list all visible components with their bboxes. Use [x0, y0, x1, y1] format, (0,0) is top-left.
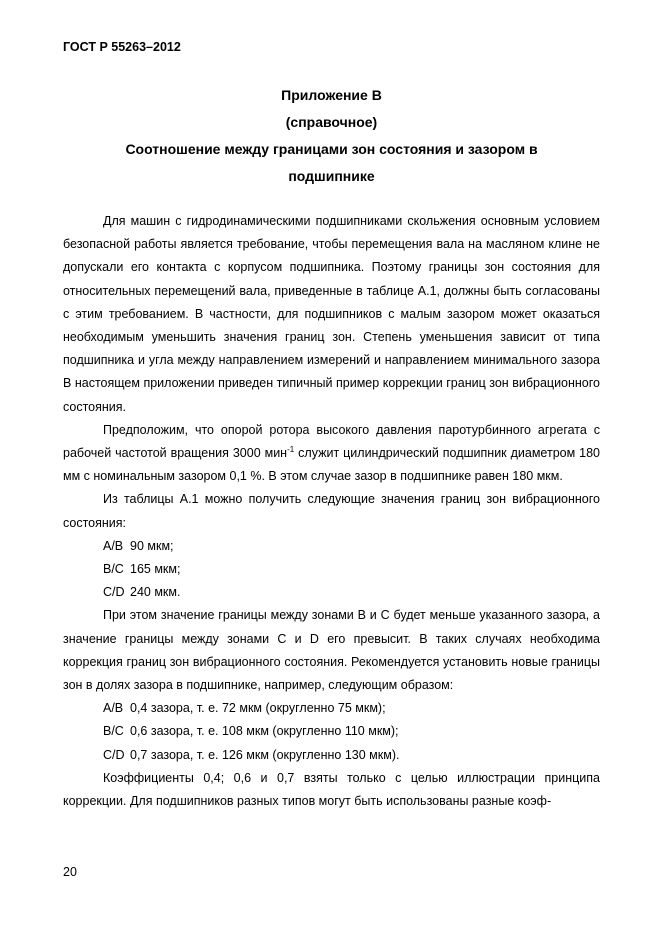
paragraph-5: Коэффициенты 0,4; 0,6 и 0,7 взяты только с целью иллюстрации принципа коррекции. Для подшипников разных типов могут быть использованы разные коэф- — [63, 770, 600, 809]
zone-label: B/C — [103, 562, 124, 577]
zone-value: 0,6 зазора, т. е. 108 мкм (округленно 110 мкм); — [130, 724, 399, 739]
appendix-type: (справочное) — [285, 114, 378, 130]
appendix-title: Приложение В — [281, 87, 382, 103]
zone-value: 0,4 зазора, т. е. 72 мкм (округленно 75 мкм); — [130, 701, 386, 716]
list-item — [63, 535, 600, 558]
zone-label: A/B — [103, 538, 124, 553]
paragraph-2 — [63, 419, 600, 489]
page-number: 20 — [63, 865, 77, 879]
superscript-minus-one: -1 — [287, 444, 295, 454]
appendix-heading-line2: подшипнике — [288, 168, 375, 184]
appendix-heading-line1: Соотношение между границами зон состояния и зазором в — [125, 141, 538, 157]
paragraph-3: Из таблицы А.1 можно получить следующие значения границ зон вибрационного состояния: — [63, 492, 600, 530]
zone-label: C/D — [103, 585, 125, 600]
body-text — [63, 210, 600, 813]
list-item — [63, 558, 600, 581]
zone-label: A/B — [103, 701, 124, 716]
paragraph-4: При этом значение границы между зонами B и C будет меньше указанного зазора, а значение границы между зонами C и D его превысит. В таких случаях необходима коррекция границ зон вибрационного состояния. Рекомендуется установить новые границы зон в долях зазора в подшипнике, например, следующим образом: — [63, 608, 600, 693]
zone-value: 240 мкм. — [130, 585, 181, 600]
zone-value: 165 мкм; — [130, 562, 181, 577]
zone-value: 90 мкм; — [130, 538, 174, 553]
paragraph-1: Для машин с гидродинамическими подшипниками скольжения основным условием безопасной работы является требование, чтобы перемещения вала на масляном клине не допускали его контакта с корпусом подшипника. Поэтому границы зон состояния для относительных перемещений вала, приведенные в таблице А.1, должны быть согласованы с этим требованием. В частности, для подшипников с малым зазором может оказаться необходимым уменьшить значения границ зон. Степень уменьшения зависит от типа подшипника и угла между направлением измерений и направлением минимального зазора В настоящем приложении приведен типичный пример коррекции границ зон вибрационного состояния. — [63, 214, 600, 414]
list-item — [63, 697, 600, 720]
paragraph-2-part2: служит цилиндрический подшипник диаметром 180 мм с номинальным зазором 0,1 %. В этом случае зазор в подшипнике равен 180 мкм. — [63, 446, 600, 484]
list-item — [63, 581, 600, 604]
zone-label: C/D — [103, 747, 125, 762]
zone-value: 0,7 зазора, т. е. 126 мкм (округленно 130 мкм). — [130, 747, 400, 762]
document-code: ГОСТ Р 55263–2012 — [63, 40, 181, 54]
paragraph-2-part1: Предположим, что опорой ротора высокого давления паротурбинного агрегата с рабочей частотой вращения 3000 мин — [63, 422, 600, 461]
zone-label: B/C — [103, 724, 124, 739]
list-item — [63, 720, 600, 743]
list-item — [63, 744, 600, 767]
